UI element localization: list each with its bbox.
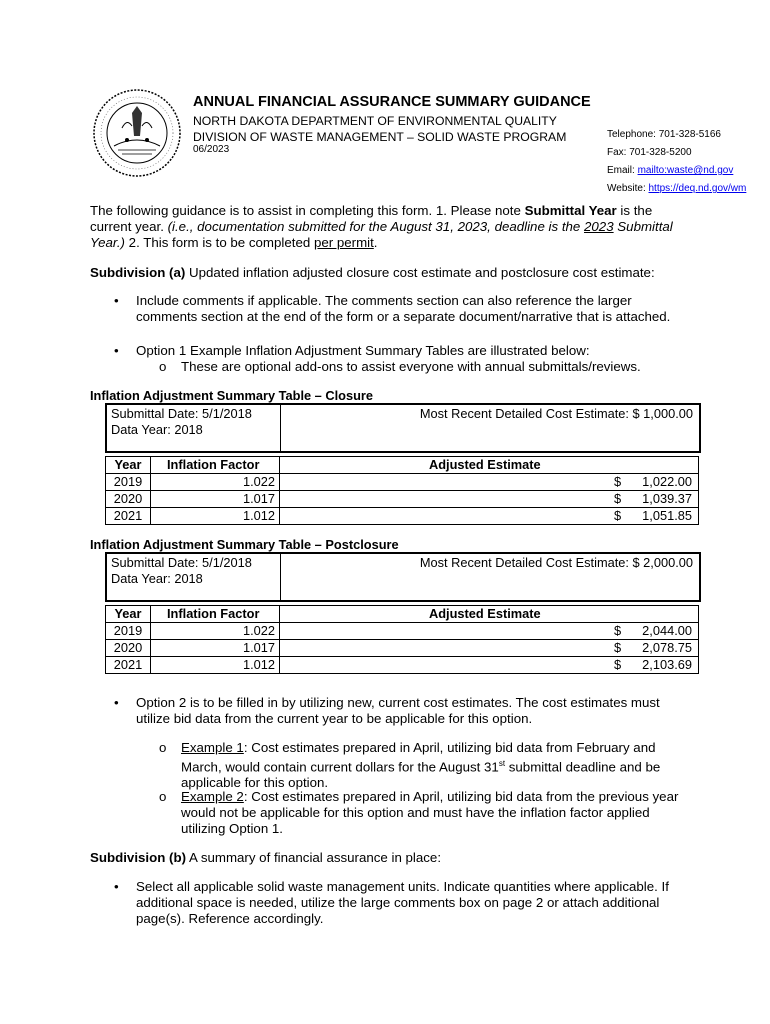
- website: [607, 180, 746, 198]
- submittal-date: Submittal Date: 5/1/2018: [111, 406, 252, 421]
- sub-bullet-item: o Example 2: Cost estimates prepared in April, utilizing bid data from the previous year would not be applicable for this option and must have the inflation factor applied utilizing Option 1.: [159, 789, 679, 836]
- revision-date: 06/2023: [193, 144, 230, 155]
- page-title: ANNUAL FINANCIAL ASSURANCE SUMMARY GUIDANCE: [193, 94, 591, 110]
- sub-bullet-item: o These are optional add-ons to assist everyone with annual submittals/reviews.: [159, 359, 641, 374]
- table-row: 2019 1.022 $ 2,044.00: [105, 623, 699, 640]
- table-header-row: [105, 457, 699, 474]
- col-adjusted: Adjusted Estimate: [429, 606, 541, 621]
- submittal-date: Submittal Date: 5/1/2018: [111, 555, 252, 570]
- intro-text-3: 2. This form is to be completed: [124, 235, 314, 250]
- table-row: 2021 1.012 $ 1,051.85: [105, 508, 699, 525]
- data-year: Data Year: 2018: [111, 571, 203, 586]
- recent-estimate: Most Recent Detailed Cost Estimate: $ 2,000.00: [419, 555, 693, 570]
- dept-line-1: NORTH DAKOTA DEPARTMENT OF ENVIRONMENTAL QUALITY: [193, 114, 557, 128]
- intro-italic: (i.e., documentation submitted for the August 31, 2023, deadline is the 2023 Submittal Year.): [90, 219, 673, 250]
- intro-bold: Submittal Year: [524, 203, 617, 218]
- recent-estimate: Most Recent Detailed Cost Estimate: $ 1,000.00: [419, 406, 693, 421]
- email-label: Email:: [607, 165, 638, 176]
- postclosure-table-title: Inflation Adjustment Summary Table – Postclosure: [90, 537, 399, 552]
- intro-text-2: is the current year.: [90, 203, 653, 234]
- website-label: Website:: [607, 183, 649, 194]
- state-seal: [92, 88, 182, 178]
- intro-paragraph: The following guidance is to assist in completing this form. 1. Please note Submittal Year is the current year. (i.e., documentation submitted for the August 31, 2023, deadline is the 2023 Submittal Year.) 2. This form is to be completed per permit.: [90, 203, 673, 250]
- email-link[interactable]: mailto:waste@nd.gov: [637, 165, 734, 176]
- subdivision-a-heading: Subdivision (a) Updated inflation adjusted closure cost estimate and postclosure cost estimate:: [90, 265, 655, 280]
- bullet-item: • Option 1 Example Inflation Adjustment Summary Tables are illustrated below:: [114, 343, 590, 358]
- seal-graphic: [92, 88, 182, 178]
- dept-line-2: DIVISION OF WASTE MANAGEMENT – SOLID WASTE PROGRAM: [193, 130, 567, 144]
- fax: Fax: 701-328-5200: [607, 147, 692, 158]
- email: [607, 162, 746, 180]
- contact-block: [607, 126, 746, 198]
- subdivision-b-heading: Subdivision (b) A summary of financial assurance in place:: [90, 850, 442, 865]
- data-year: Data Year: 2018: [111, 422, 203, 437]
- closure-table-title: Inflation Adjustment Summary Table – Closure: [90, 388, 373, 403]
- table-row: 2021 1.012 $ 2,103.69: [105, 657, 699, 674]
- col-adjusted: Adjusted Estimate: [429, 457, 541, 472]
- intro-underline: per permit: [313, 235, 374, 250]
- table-header-row: [105, 606, 699, 623]
- closure-table-header: [105, 403, 701, 453]
- website-link[interactable]: https://deq.nd.gov/wm: [648, 183, 747, 194]
- bullet-item: • Include comments if applicable. The comments section can also reference the larger comments section at the end of the form or a separate document/narrative that is attached.: [114, 293, 671, 324]
- table-row: 2020 1.017 $ 2,078.75: [105, 640, 699, 657]
- intro-text: The following guidance is to assist in completing this form. 1. Please note: [90, 203, 525, 218]
- col-factor: Inflation Factor: [167, 457, 260, 472]
- table-row: 2019 1.022 $ 1,022.00: [105, 474, 699, 491]
- postclosure-table-header: [105, 552, 701, 602]
- col-factor: Inflation Factor: [167, 606, 260, 621]
- sub-bullet-item: o Example 1: Cost estimates prepared in April, utilizing bid data from February and March, would contain current dollars for the August 31st submittal deadline and be applicable for this option.: [159, 740, 661, 791]
- postclosure-table: [105, 605, 699, 674]
- bullet-item: • Select all applicable solid waste management units. Indicate quantities where applicable. If additional space is needed, utilize the large comments box on page 2 or attach additional page(s). Reference accordingly.: [114, 879, 669, 926]
- closure-table: [105, 456, 699, 525]
- table-row: 2020 1.017 $ 1,039.37: [105, 491, 699, 508]
- bullet-item: • Option 2 is to be filled in by utilizing new, current cost estimates. The cost estimates must utilize bid data from the current year to be applicable for this option.: [114, 695, 660, 726]
- col-year: Year: [105, 606, 151, 622]
- col-year: Year: [105, 457, 151, 473]
- telephone: Telephone: 701-328-5166: [607, 129, 721, 140]
- department-heading: [193, 113, 566, 145]
